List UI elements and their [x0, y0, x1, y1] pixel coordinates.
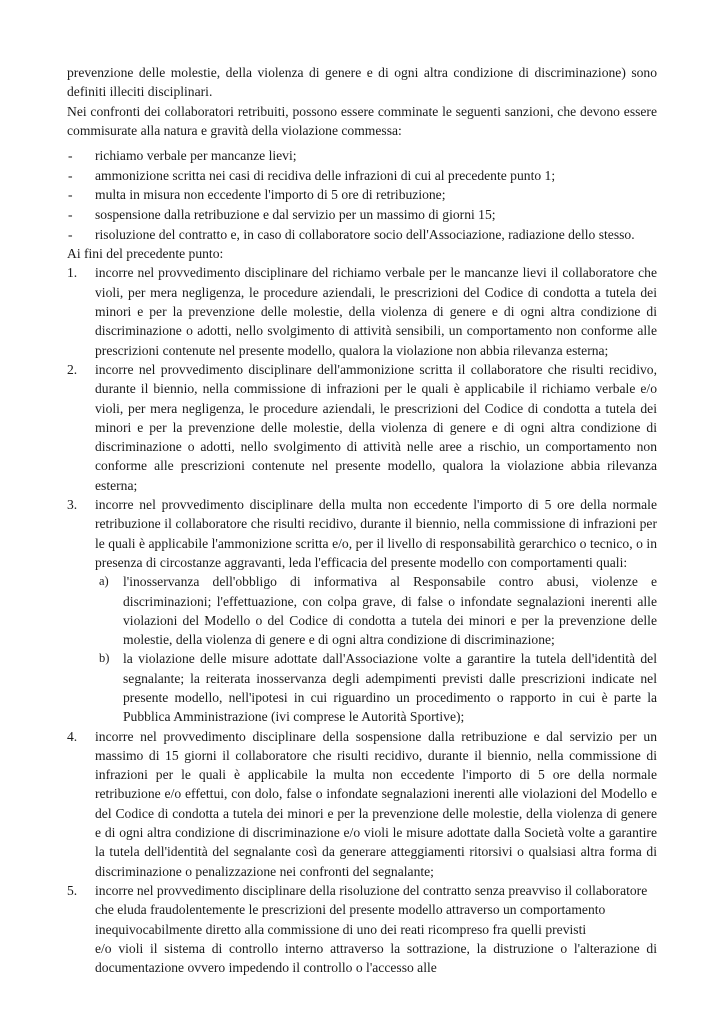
list-item [67, 360, 657, 495]
list-item-text: multa in misura non eccedente l'importo di 5 ore di retribuzione; [95, 187, 446, 203]
list-item [67, 495, 657, 727]
sub-list-marker: a) [99, 574, 109, 589]
list-item-text: incorre nel provvedimento disciplinare della multa non eccedente l'importo di 5 ore della normale retribuzione il collaboratore che risulti recidivo, durante il biennio, nella commissione di infrazioni per le quali è applicabile l'ammonizione scritta e/o, per il livello di responsabilità gerarchico o tecnico, o in presenza di circostanze aggravanti, leda l'efficacia del presente modello con comportamenti quali: [95, 497, 657, 570]
list-item [67, 166, 657, 186]
sub-items-list [95, 572, 657, 726]
list-item [67, 205, 657, 225]
purpose-lead: Ai fini del precedente punto: [67, 246, 224, 262]
list-marker: 3. [67, 497, 78, 513]
list-item [67, 146, 657, 166]
list-item [67, 881, 657, 977]
document-body [67, 63, 657, 977]
list-item-text: ammonizione scritta nei casi di recidiva delle infrazioni di cui al precedente punto 1; [95, 167, 556, 183]
disciplinary-items-list [67, 263, 657, 977]
list-marker: 4. [67, 728, 78, 744]
list-marker: 1. [67, 265, 78, 281]
list-item-continuation: e/o violi il sistema di controllo interno attraverso la sottrazione, la distruzione o l'alterazione di documentazione ovvero impedendo il controllo o l'accesso alle [95, 940, 657, 976]
list-marker: - [68, 226, 73, 242]
list-marker: - [68, 187, 73, 203]
list-marker: - [68, 167, 73, 183]
list-marker: - [68, 148, 73, 164]
list-item-text: incorre nel provvedimento disciplinare della risoluzione del contratto senza preavviso il collaboratore che eluda fraudolentemente le prescrizioni del presente modello attraverso un comportamento inequivocabilmente diretto alla commissione di uno dei reati ricompreso fra quelli previsti [95, 882, 648, 937]
list-item [67, 727, 657, 881]
list-item [67, 263, 657, 359]
sub-list-item [95, 649, 657, 726]
sanctions-lead: Nei confronti dei collaboratori retribuiti, possono essere comminate le seguenti sanzioni, che devono essere commisurate alla natura e gravità della violazione commessa: [67, 103, 657, 138]
list-marker: 5. [67, 882, 78, 898]
list-item [67, 185, 657, 205]
sub-list-item [95, 572, 657, 649]
intro-continuation: prevenzione delle molestie, della violenza di genere e di ogni altra condizione di discriminazione) sono definiti illeciti disciplinari. [67, 65, 657, 100]
sanctions-list [67, 146, 657, 244]
sub-list-marker: b) [99, 651, 110, 666]
list-item-text: incorre nel provvedimento disciplinare della sospensione dalla retribuzione e dal servizio per un massimo di 15 giorni il collaboratore che risulti recidivo, durante il biennio, nella commissione di infrazioni per le quali è applicabile la multa non eccedente l'importo di 5 ore della normale retribuzione e/o effettui, con dolo, false o infondate segnalazioni inerenti alle violazioni del Modello e del Codice di condotta a tutela dei minori e per la prevenzione delle molestie, della violenza di genere e di ogni altra condizione di discriminazione e/o violi le misure adottate dalla Società volte a garantire la tutela dell'identità del segnalante così da generare atteggiamenti ritorsivi o qualsiasi altra forma di discriminazione o penalizzazione nei confronti del segnalante; [95, 728, 657, 879]
sub-list-item-text: la violazione delle misure adottate dall'Associazione volte a garantire la tutela dell'identità del segnalante; la reiterata inosservanza degli adempimenti previsti dalle prescrizioni indicate nel presente modello, nell'ipotesi in cui riguardino un procedimento o rapporto in cui è parte la Pubblica Amministrazione (ivi comprese le Autorità Sportive); [123, 651, 657, 725]
list-item-text: richiamo verbale per mancanze lievi; [95, 148, 297, 164]
list-marker: - [68, 206, 73, 222]
list-item-text: risoluzione del contratto e, in caso di collaboratore socio dell'Associazione, radiazione dello stesso. [95, 226, 635, 242]
list-item-text: sospensione dalla retribuzione e dal servizio per un massimo di giorni 15; [95, 206, 496, 222]
list-marker: 2. [67, 361, 78, 377]
list-item-text: incorre nel provvedimento disciplinare dell'ammonizione scritta il collaboratore che risulti recidivo, durante il biennio, nella commissione di infrazioni per le quali è applicabile il richiamo verbale e/o violi, per mera negligenza, le procedure aziendali, le prescrizioni del Codice di condotta a tutela dei minori e per la prevenzione delle molestie, della violenza di genere e di ogni altra condizione di discriminazione o adotti, nello svolgimento di attività nelle aree a rischio, un comportamento non conforme alle prescrizioni contenute nel presente modello, qualora la violazione abbia rilevanza esterna; [95, 361, 657, 493]
list-item-text: incorre nel provvedimento disciplinare del richiamo verbale per le mancanze lievi il collaboratore che violi, per mera negligenza, le procedure aziendali, le prescrizioni del Codice di condotta a tutela dei minori e per la prevenzione delle molestie, della violenza di genere e di ogni altra condizione di discriminazione o adotti, nello svolgimento di attività sensibili, un comportamento non conforme alle prescrizioni contenute nel presente modello, qualora la violazione non abbia rilevanza esterna; [95, 265, 657, 358]
list-item [67, 225, 657, 245]
sub-list-item-text: l'inosservanza dell'obbligo di informativa al Responsabile contro abusi, violenze e discriminazioni; l'effettuazione, con colpa grave, di false o infondate segnalazioni inerenti alle violazioni del Modello o del Codice di condotta a tutela dei minori e per la prevenzione delle molestie, della violenza di genere e di ogni altra condizione di discriminazione; [123, 574, 657, 648]
